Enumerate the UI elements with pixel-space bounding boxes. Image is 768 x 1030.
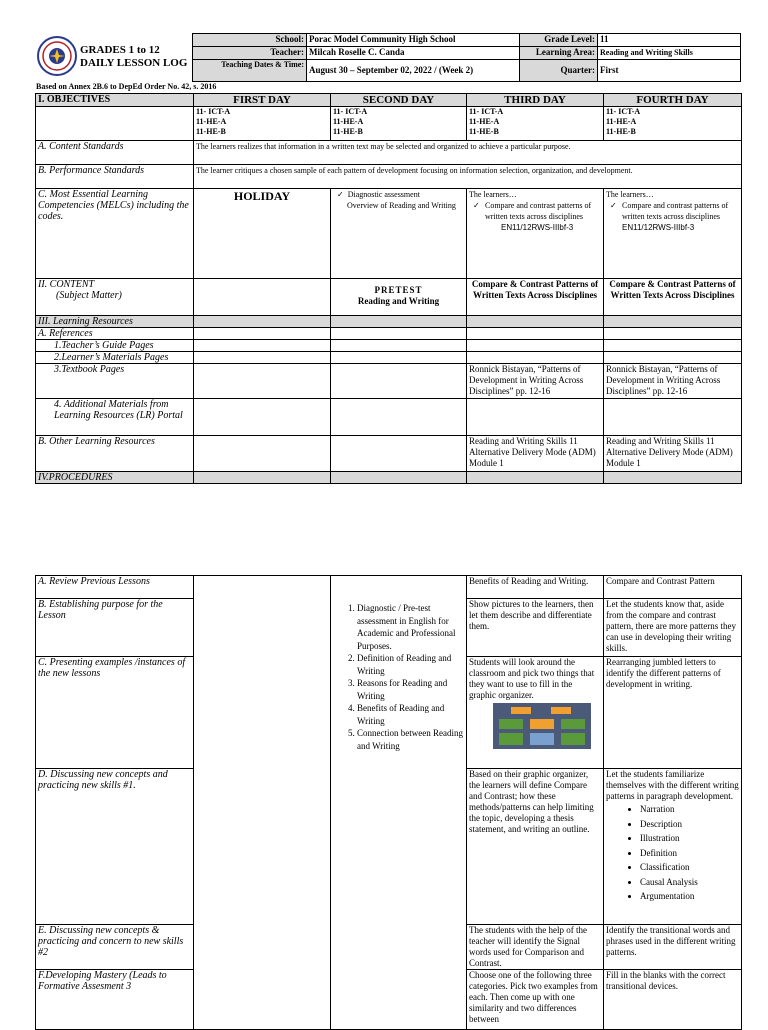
day3-purpose: Show pictures to the learners, then let them describe and differentiate them. — [467, 599, 604, 657]
day1-procedures — [194, 576, 331, 1030]
procedures-label: IV.PROCEDURES — [36, 472, 194, 484]
day4-heading: FOURTH DAY — [604, 94, 742, 107]
grade-value: 11 — [598, 34, 741, 47]
sections-blank — [36, 107, 194, 141]
day4-mastery: Fill in the blanks with the correct transitional devices. — [604, 970, 742, 1030]
additional-label: 4. Additional Materials from Learning Resources (LR) Portal — [36, 399, 194, 436]
day2-heading: SECOND DAY — [331, 94, 467, 107]
discussing1-label: D. Discussing new concepts and practicing new skills #1. — [36, 769, 194, 925]
grade-label: Grade Level: — [520, 34, 598, 47]
day3-review: Benefits of Reading and Writing. — [467, 576, 604, 599]
lm-label: 2.Learner’s Materials Pages — [36, 352, 194, 364]
day4-presenting: Rearranging jumbled letters to identify the different patterns of development in writing. — [604, 657, 742, 769]
melc-label: C. Most Essential Learning Competencies (MELCs) including the codes. — [36, 189, 194, 279]
day4-content: Compare & Contrast Patterns of Written Texts Across Disciplines — [604, 279, 742, 316]
dates-label: Teaching Dates & Time: — [193, 60, 307, 82]
resources-label: III. Learning Resources — [36, 316, 194, 328]
procedures-table — [35, 575, 742, 1030]
day3-mastery: Choose one of the following three categories. Pick two examples from each. Then come up with one similarity and two differences between — [467, 970, 604, 1030]
title-line1: GRADES 1 to 12 — [80, 44, 160, 56]
performance-standards-text: The learner critiques a chosen sample of each pattern of development focusing on information selection, organization, and development. — [194, 165, 742, 189]
check-icon: ✓ — [337, 190, 344, 199]
objectives-table — [35, 93, 742, 484]
check-icon: ✓ — [610, 201, 617, 210]
other-resources-label: B. Other Learning Resources — [36, 436, 194, 472]
day2-sections: 11- ICT-A 11-HE-A 11-HE-B — [331, 107, 467, 141]
day2-melc: ✓ Diagnostic assessment Overview of Reading and Writing — [331, 189, 467, 279]
presenting-label: C. Presenting examples /instances of the new lessons — [36, 657, 194, 769]
day3-presenting: Students will look around the classroom and pick two things that they want to use to fill in the graphic organizer. — [467, 657, 604, 769]
mastery-label: F.Developing Mastery (Leads to Formative Assesment 3 — [36, 970, 194, 1030]
day3-melc: The learners… ✓ Compare and contrast patterns of written texts across disciplines EN11/12RWS-IIIbf-3 — [467, 189, 604, 279]
check-icon: ✓ — [473, 201, 480, 210]
discussing2-label: E. Discussing new concepts & practicing and concern to new skills #2 — [36, 925, 194, 970]
day4-purpose: Let the students know that, aside from the compare and contrast pattern, there are more patterns they can use in developing their writing skills. — [604, 599, 742, 657]
day2-procedures: 1. Diagnostic / Pre-test assessment in English for Academic and Professional Purposes. 2. Definition of Reading and Writing 3. Reasons for Reading and Writing 4. Benefits of Reading and Writing 5. Connection between Reading and Writing — [331, 576, 467, 1030]
header-info-table — [192, 33, 741, 82]
day3-content: Compare & Contrast Patterns of Written Texts Across Disciplines — [467, 279, 604, 316]
day4-discussing2: Identify the transitional words and phrases used in the different writing patterns. — [604, 925, 742, 970]
day2-content: PRETEST Reading and Writing — [331, 279, 467, 316]
day3-discussing1: Based on their graphic organizer, the learners will define Compare and Contrast; how these methods/patterns can help limiting the topic, developing a thesis statement, and writing an outline. — [467, 769, 604, 925]
references-label: A. References — [36, 328, 194, 340]
holiday-text: HOLIDAY — [194, 189, 331, 279]
graphic-organizer-image — [493, 703, 591, 749]
area-value: Reading and Writing Skills — [598, 47, 741, 60]
teacher-value: Milcah Roselle C. Canda — [307, 47, 520, 60]
content-standards-label: A. Content Standards — [36, 141, 194, 165]
content-label: II. CONTENT (Subject Matter) — [36, 279, 194, 316]
day3-discussing2: The students with the help of the teacher will identify the Signal words used for Comparison and Contrast. — [467, 925, 604, 970]
purpose-label: B. Establishing purpose for the Lesson — [36, 599, 194, 657]
day4-sections: 11- ICT-A 11-HE-A 11-HE-B — [604, 107, 742, 141]
school-label: School: — [193, 34, 307, 47]
day1-content — [194, 279, 331, 316]
day4-textbook: Ronnick Bistayan, “Patterns of Development in Writing Across Disciplines” pp. 12-16 — [604, 364, 742, 399]
dates-value: August 30 – September 02, 2022 / (Week 2) — [307, 60, 520, 82]
school-value: Porac Model Community High School — [307, 34, 520, 47]
day3-heading: THIRD DAY — [467, 94, 604, 107]
performance-standards-label: B. Performance Standards — [36, 165, 194, 189]
textbook-label: 3.Textbook Pages — [36, 364, 194, 399]
day1-sections: 11- ICT-A 11-HE-A 11-HE-B — [194, 107, 331, 141]
quarter-value: First — [598, 60, 741, 82]
objectives-heading: I. OBJECTIVES — [36, 94, 194, 107]
area-label: Learning Area: — [520, 47, 598, 60]
day3-sections: 11- ICT-A 11-HE-A 11-HE-B — [467, 107, 604, 141]
day1-heading: FIRST DAY — [194, 94, 331, 107]
day3-other: Reading and Writing Skills 11 Alternative Delivery Mode (ADM) Module 1 — [467, 436, 604, 472]
review-label: A. Review Previous Lessons — [36, 576, 194, 599]
title-line2: DAILY LESSON LOG — [80, 57, 188, 69]
day4-discussing1: Let the students familiarize themselves with the different writing patterns in paragraph development. • Narration • Description • Illustration • Definition • Classification • Causal Analysis • Argumentation — [604, 769, 742, 925]
annex-note: Based on Annex 2B.6 to DepEd Order No. 42, s. 2016 — [36, 82, 217, 91]
tg-label: 1.Teacher’s Guide Pages — [36, 340, 194, 352]
day4-other: Reading and Writing Skills 11 Alternative Delivery Mode (ADM) Module 1 — [604, 436, 742, 472]
deped-seal-logo — [37, 36, 77, 76]
day4-melc: The learners… ✓ Compare and contrast patterns of written texts across disciplines EN11/12RWS-IIIbf-3 — [604, 189, 742, 279]
content-standards-text: The learners realizes that information in a written text may be selected and organized to achieve a particular purpose. — [194, 141, 742, 165]
teacher-label: Teacher: — [193, 47, 307, 60]
quarter-label: Quarter: — [520, 60, 598, 82]
day4-review: Compare and Contrast Pattern — [604, 576, 742, 599]
day3-textbook: Ronnick Bistayan, “Patterns of Development in Writing Across Disciplines” pp. 12-16 — [467, 364, 604, 399]
